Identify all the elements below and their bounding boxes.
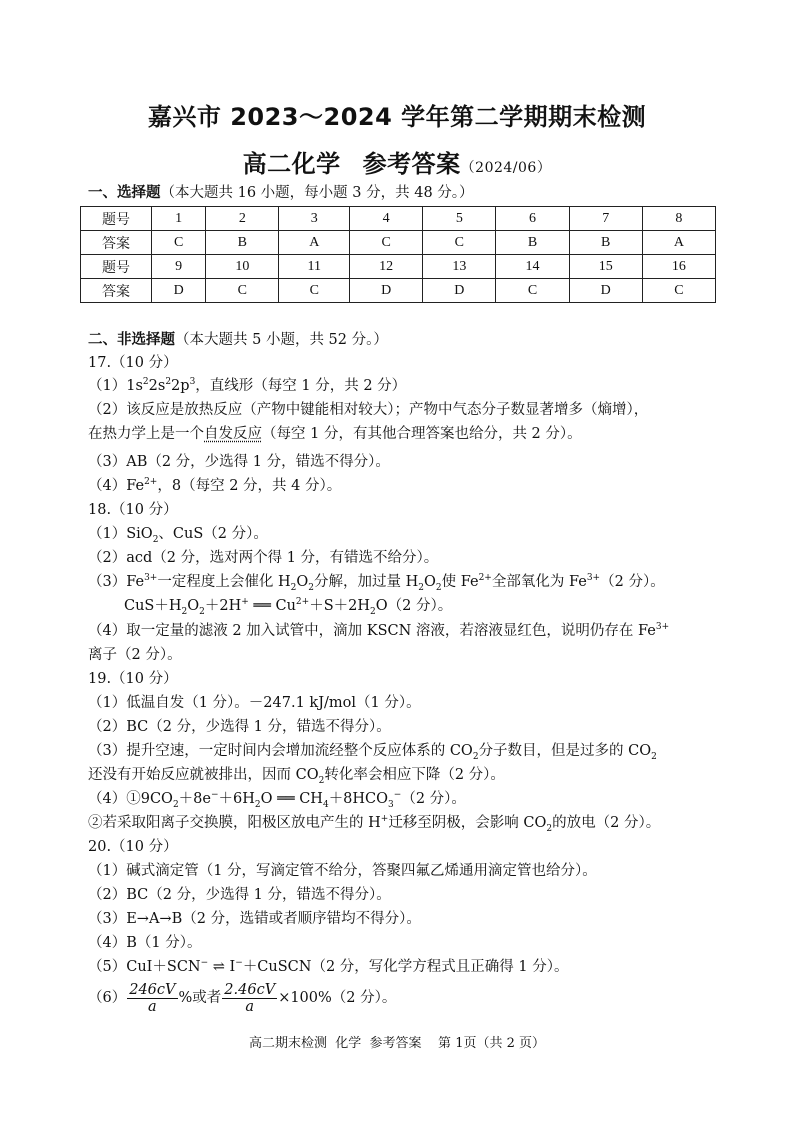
answer-table-cell: 5 [423,207,496,231]
answer-table-cell: 16 [642,255,715,279]
answer-table-row [81,279,716,303]
q17-answer-4: $(4)Fe^{2+}$，8（每空 2 分，共 4 分）。 [88,477,342,494]
answer-table-row-label: 答案 [81,279,152,303]
q18-answer-4-line1: （4）取一定量的滤液 2 加入试管中，滴加 KSCN 溶液，若溶液显红色，说明仍存在 $Fe^{3+}$ [88,622,670,639]
q18-header: 18.（10 分） [88,502,178,518]
exam-title: 嘉兴市 2023～2024 学年第二学期期末检测 [147,103,647,131]
section1-heading: 一、选择题（本大题共 16 小题，每小题 3 分，共 48 分。） [88,185,474,201]
q19-answer-2: （2）BC（2 分，少选得 1 分，错选不得分）。 [88,719,391,735]
answer-table-cell: 7 [569,207,642,231]
answer-table-cell: A [279,231,350,255]
q20-answer-3: （3）E→A→B（2 分，选错或者顺序错均不得分）。 [88,911,421,927]
q18-answer-3: $(3)Fe^{3+}$一定程度上会催化 $H_2O_2$分解，加过量 $H_2O_2$使 $Fe^{2+}$全部氧化为 $Fe^{3+}(2$ 分）。 [88,573,665,593]
answer-table-row [81,231,716,255]
fraction-1: $\frac{246cV}{a}$ [129,981,176,1015]
answer-table-cell: B [496,231,569,255]
answer-table-cell: D [423,279,496,303]
answer-table-cell: D [152,279,206,303]
answer-table-cell: C [423,231,496,255]
answer-table-cell: A [642,231,715,255]
answer-table-cell: 9 [152,255,206,279]
answer-table-cell: 6 [496,207,569,231]
answer-table-cell: C [642,279,715,303]
q20-answer-5: （5）CuI＋SCN− ⇌ I−＋CuSCN（2 分，写化学方程式且正确得 1 分）。 [88,958,569,975]
q18-answer-4-line2: 离子（2 分）。 [88,647,182,663]
q18-answer-2: （2）acd（2 分，选对两个得 1 分，有错选不给分）。 [88,550,439,566]
answer-table-cell: 3 [279,207,350,231]
q19-header: 19.（10 分） [88,671,178,687]
answer-table-row-label: 题号 [81,255,152,279]
answer-table-cell: B [206,231,279,255]
page-footer: 高二期末检测 化学 参考答案 第 1页（共 2 页） [249,1036,545,1051]
answer-table-row [81,255,716,279]
answer-table-row-label: 题号 [81,207,152,231]
answer-table-cell: 13 [423,255,496,279]
answer-table-cell: C [279,279,350,303]
answer-table-cell: C [350,231,423,255]
q17-header: 17.（10 分） [88,355,178,371]
answer-table-cell: 1 [152,207,206,231]
q17-answer-2-line1: （2）该反应是放热反应（产物中键能相对较大）；产物中气态分子数显著增多（熵增）， [88,402,649,418]
answer-table-cell: 8 [642,207,715,231]
subject-name: 高二化学 [242,150,341,178]
answer-table-row-label: 答案 [81,231,152,255]
answer-table-cell: 12 [350,255,423,279]
answer-table-row [81,207,716,231]
answer-table-cell: 10 [206,255,279,279]
answer-table-cell: C [152,231,206,255]
answer-table-cell: D [350,279,423,303]
q19-answer-3-line1: （3）提升空速，一定时间内会增加流经整个反应体系的 $CO_2$分子数目，但是过多的 $CO_2$ [88,743,657,762]
multiple-choice-answer-table [80,206,716,303]
answer-table-cell: 4 [350,207,423,231]
q19-answer-3-line2: 还没有开始反应就被排出，因而 $CO_2$转化率会相应下降（2 分）。 [88,767,505,786]
q18-equation: $CuS+H_2O_2+2H^+$ ══ $Cu^{2+}+S+2H_2O(2$ 分）。 [124,597,453,617]
q17-answer-1: $(1)1s^22s^22p^3$，直线形（每空 1 分，共 2 分） [88,377,407,394]
answer-table-cell: C [496,279,569,303]
q18-answer-1: （1）SiO$_2$、CuS（2 分）。 [88,526,268,545]
section2-heading: 二、非选择题（本大题共 5 小题，共 52 分。） [88,332,388,348]
answer-table-cell: 11 [279,255,350,279]
answer-table-cell: B [569,231,642,255]
q19-answer-5: ②若采取阳离子交换膜，阳极区放电产生的 H+迁移至阴极，会影响 $CO_2$的放电（2 分）。 [88,814,661,834]
answer-table-cell: 2 [206,207,279,231]
q19-answer-4: $(4)①9CO_2+8e^-+6H_2O$ ══ $CH_4+8HCO_3^-(2$ 分）。 [88,790,466,810]
q19-answer-1: （1）低温自发（1 分）。－247.1 kJ/mol（1 分）。 [88,695,421,711]
answer-table-cell: C [206,279,279,303]
subject-title [0,144,794,179]
q17-answer-2-line2: 在热力学上是一个自发反应（每空 1 分，有其他合理答案也给分，共 2 分）。 [88,426,582,442]
q20-answer-2: （2）BC（2 分，少选得 1 分，错选不得分）。 [88,887,391,903]
answer-table-cell: D [569,279,642,303]
q17-answer-3: （3）AB（2 分，少选得 1 分，错选不得分）。 [88,454,390,470]
q20-answer-6: （6） $\frac{246cV}{a}$ %或者 $\frac{2.46cV}{a}$ ×100%（2 分）。 [88,981,397,1015]
q20-header: 20.（10 分） [88,839,178,855]
fraction-2: $\frac{2.46cV}{a}$ [224,981,276,1015]
answer-table-cell: 15 [569,255,642,279]
answer-key-label: 参考答案 [362,150,461,178]
q20-answer-1: （1）碱式滴定管（1 分，写滴定管不给分，答聚四氟乙烯通用滴定管也给分）。 [88,863,597,879]
answer-table-cell: 14 [496,255,569,279]
exam-date: （2024/06） [460,160,552,176]
q20-answer-4: （4）B（1 分）。 [88,935,202,951]
